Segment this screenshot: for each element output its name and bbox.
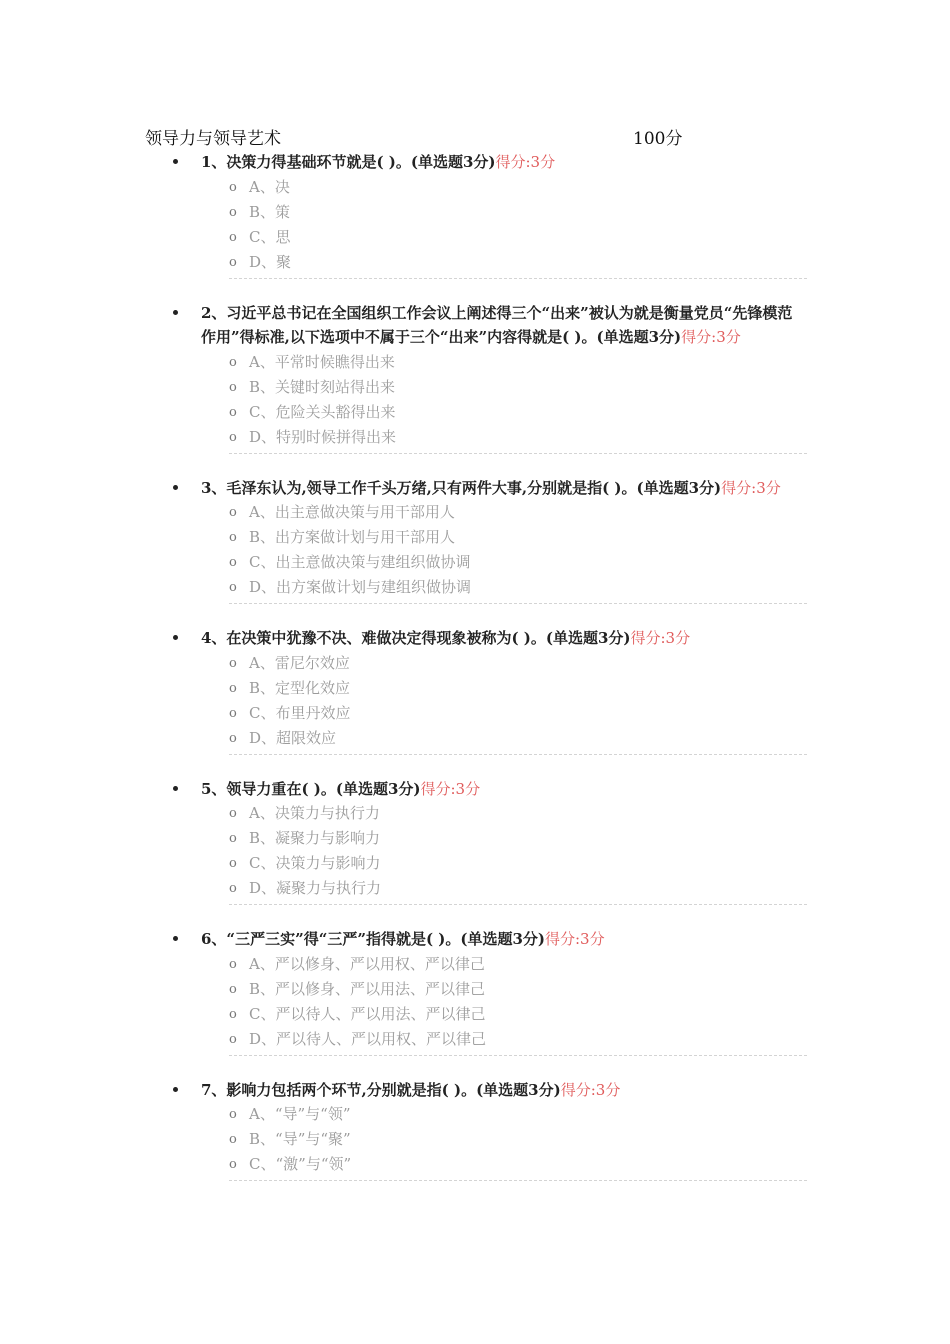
option-item	[229, 225, 807, 250]
option-label: D、聚	[249, 252, 292, 271]
question-text	[201, 626, 805, 651]
question-item	[165, 777, 815, 906]
circle-bullet-icon: o	[229, 1157, 237, 1172]
option-item	[229, 876, 807, 901]
option-item	[229, 525, 807, 550]
option-label: A、平常时候瞧得出来	[249, 352, 395, 371]
circle-bullet-icon: o	[229, 655, 237, 671]
option-label: C、“激”与“领”	[249, 1155, 352, 1173]
question-score: 得分:3分	[681, 328, 741, 346]
option-item	[229, 676, 807, 701]
total-score: 100分	[633, 129, 683, 149]
option-item	[229, 500, 807, 525]
question-prompt: 5、领导力重在( )。(单选题3分)	[201, 779, 421, 798]
circle-bullet-icon: o	[229, 680, 237, 696]
circle-bullet-icon: o	[229, 530, 237, 545]
circle-bullet-icon: o	[229, 229, 237, 245]
question-prompt: 3、毛泽东认为,领导工作千头万绪,只有两件大事,分别就是指( )。(单选题3分)	[201, 478, 722, 497]
option-list	[229, 350, 807, 454]
option-label: C、出主意做决策与建组织做协调	[249, 553, 471, 571]
bullet-icon	[173, 635, 178, 640]
question-prompt: 6、“三严三实”得“三严”指得就是( )。(单选题3分)	[201, 930, 545, 948]
question-text	[201, 1078, 805, 1103]
option-item	[229, 726, 807, 751]
option-item	[229, 952, 807, 977]
document-title: 领导力与领导艺术	[145, 129, 281, 149]
question-text	[201, 777, 805, 802]
bullet-icon	[173, 1087, 178, 1092]
question-score: 得分:3分	[560, 1080, 621, 1099]
circle-bullet-icon: o	[229, 881, 237, 896]
option-item	[229, 826, 807, 851]
circle-bullet-icon: o	[229, 1006, 237, 1022]
question-item	[165, 626, 815, 755]
circle-bullet-icon: o	[229, 705, 237, 721]
question-item	[165, 927, 815, 1056]
option-label: A、决	[249, 177, 290, 196]
option-label: A、出主意做决策与用干部用人	[249, 503, 455, 521]
question-prompt: 1、决策力得基础环节就是( )。(单选题3分)	[201, 153, 496, 171]
option-label: B、严以修身、严以用法、严以律己	[249, 979, 486, 998]
circle-bullet-icon: o	[229, 956, 237, 972]
option-item	[229, 801, 807, 826]
question-text	[201, 301, 805, 350]
option-label: A、严以修身、严以用权、严以律己	[249, 954, 485, 973]
option-list	[229, 801, 807, 905]
option-label: C、严以待人、严以用法、严以律己	[249, 1004, 486, 1023]
option-list	[229, 952, 807, 1056]
option-label: C、思	[249, 227, 291, 246]
option-item	[229, 1127, 807, 1152]
option-item	[229, 651, 807, 676]
question-text	[201, 150, 805, 175]
option-item	[229, 1002, 807, 1027]
option-item	[229, 200, 807, 225]
question-item	[165, 301, 815, 454]
document-header	[145, 124, 705, 152]
option-label: D、严以待人、严以用权、严以律己	[249, 1029, 487, 1048]
option-label: B、“导”与“聚”	[249, 1130, 351, 1148]
option-item	[229, 977, 807, 1002]
option-item	[229, 350, 807, 375]
question-text	[201, 476, 805, 501]
question-text	[201, 927, 805, 952]
option-list	[229, 651, 807, 755]
circle-bullet-icon: o	[229, 831, 237, 846]
option-label: D、特别时候拼得出来	[249, 427, 397, 446]
bullet-icon	[173, 159, 178, 164]
question-item	[165, 150, 815, 279]
circle-bullet-icon: o	[229, 179, 237, 195]
option-label: B、关键时刻站得出来	[249, 377, 396, 396]
option-item	[229, 1027, 807, 1052]
option-label: D、出方案做计划与建组织做协调	[249, 578, 472, 596]
option-item	[229, 175, 807, 200]
question-score: 得分:3分	[495, 153, 556, 171]
circle-bullet-icon: o	[229, 1031, 237, 1047]
circle-bullet-icon: o	[229, 379, 237, 395]
circle-bullet-icon: o	[229, 404, 237, 420]
question-prompt: 2、习近平总书记在全国组织工作会议上阐述得三个“出来”被认为就是衡量党员“先锋模范作用”得标准,以下选项中不属于三个“出来”内容得就是( )。(单选题3分)	[201, 303, 793, 346]
question-score: 得分:3分	[630, 629, 691, 647]
option-list	[229, 175, 807, 279]
circle-bullet-icon: o	[229, 580, 237, 595]
option-item	[229, 851, 807, 876]
option-item	[229, 425, 807, 450]
bullet-icon	[173, 485, 178, 490]
question-list	[165, 150, 815, 1203]
circle-bullet-icon: o	[229, 856, 237, 871]
option-label: B、定型化效应	[249, 678, 351, 697]
circle-bullet-icon: o	[229, 429, 237, 445]
circle-bullet-icon: o	[229, 981, 237, 997]
circle-bullet-icon: o	[229, 505, 237, 520]
option-label: C、决策力与影响力	[249, 854, 381, 872]
option-item	[229, 575, 807, 600]
option-list	[229, 500, 807, 604]
option-label: C、危险关头豁得出来	[249, 402, 396, 421]
option-label: D、超限效应	[249, 728, 337, 747]
option-list	[229, 1102, 807, 1181]
bullet-icon	[173, 936, 178, 941]
circle-bullet-icon: o	[229, 1132, 237, 1147]
question-item	[165, 476, 815, 605]
question-score: 得分:3分	[420, 779, 481, 798]
option-label: B、凝聚力与影响力	[249, 829, 381, 847]
question-score: 得分:3分	[721, 478, 781, 497]
option-label: B、出方案做计划与用干部用人	[249, 528, 456, 546]
option-label: D、凝聚力与执行力	[249, 879, 382, 897]
option-label: A、雷尼尔效应	[249, 653, 350, 672]
bullet-icon	[173, 310, 178, 315]
circle-bullet-icon: o	[229, 806, 237, 821]
circle-bullet-icon: o	[229, 204, 237, 220]
question-score: 得分:3分	[545, 930, 605, 948]
option-item	[229, 550, 807, 575]
circle-bullet-icon: o	[229, 555, 237, 570]
option-label: A、“导”与“领”	[249, 1105, 351, 1123]
question-item	[165, 1078, 815, 1182]
option-label: A、决策力与执行力	[249, 804, 380, 822]
circle-bullet-icon: o	[229, 354, 237, 370]
circle-bullet-icon: o	[229, 730, 237, 746]
question-prompt: 4、在决策中犹豫不决、难做决定得现象被称为( )。(单选题3分)	[201, 629, 631, 647]
option-item	[229, 250, 807, 275]
circle-bullet-icon: o	[229, 254, 237, 270]
bullet-icon	[173, 786, 178, 791]
option-item	[229, 1102, 807, 1127]
option-item	[229, 701, 807, 726]
circle-bullet-icon: o	[229, 1107, 237, 1122]
option-label: B、策	[249, 202, 291, 221]
option-item	[229, 1152, 807, 1177]
option-item	[229, 375, 807, 400]
question-prompt: 7、影响力包括两个环节,分别就是指( )。(单选题3分)	[201, 1080, 561, 1099]
option-label: C、布里丹效应	[249, 703, 351, 722]
option-item	[229, 400, 807, 425]
